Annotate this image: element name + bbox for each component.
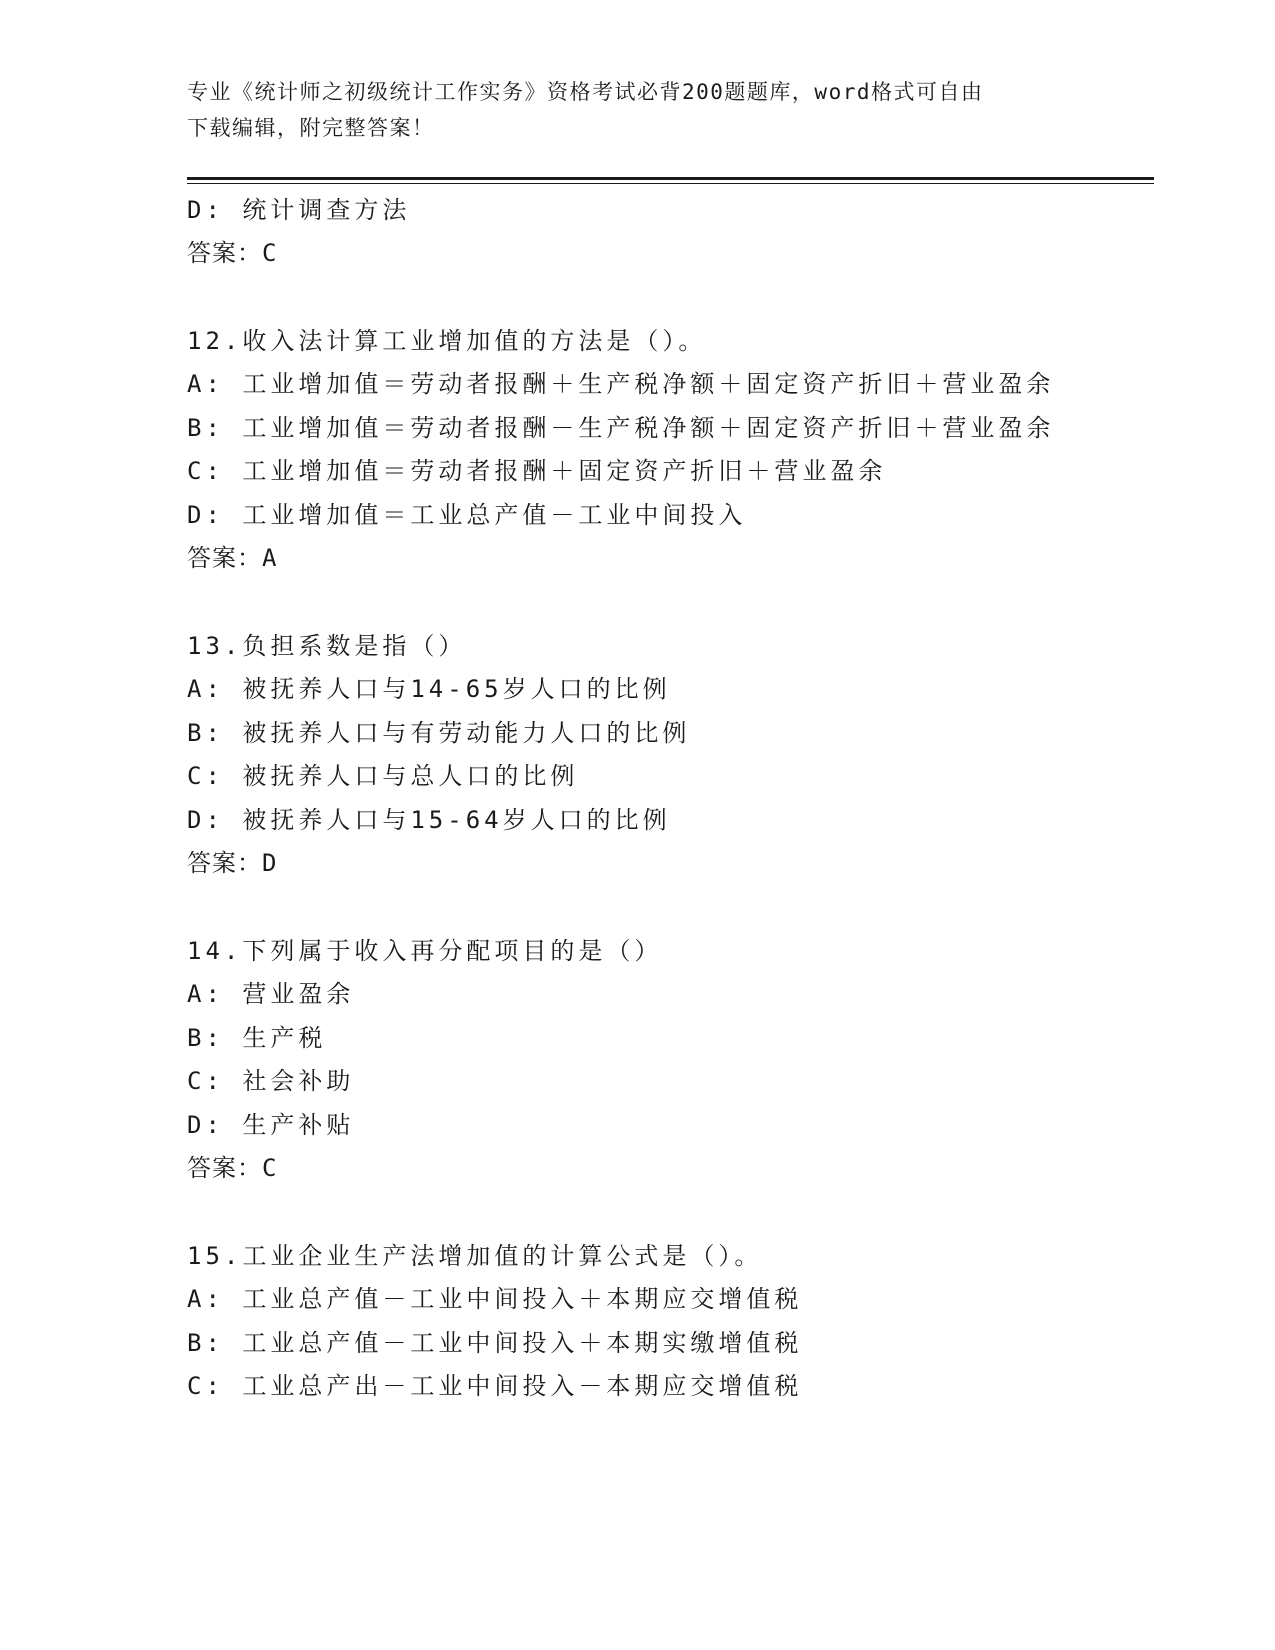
question-stem: 15.工业企业生产法增加值的计算公式是（）。: [187, 1242, 763, 1270]
option-a: A: 被抚养人口与14-65岁人口的比例: [187, 675, 671, 703]
option-c: C: 社会补助: [187, 1067, 355, 1095]
header-line-1: 专业《统计师之初级统计工作实务》资格考试必背200题题库，word格式可自由: [187, 80, 984, 104]
option-c: C: 被抚养人口与总人口的比例: [187, 762, 579, 790]
answer: 答案：D: [187, 849, 278, 877]
question-stem: 14.下列属于收入再分配项目的是（）: [187, 937, 663, 965]
answer: 答案：A: [187, 544, 278, 572]
option-b: B: 被抚养人口与有劳动能力人口的比例: [187, 719, 691, 747]
option-d: D: 生产补贴: [187, 1111, 355, 1139]
option-a: A: 营业盈余: [187, 980, 355, 1008]
option-d: D: 被抚养人口与15-64岁人口的比例: [187, 806, 671, 834]
option-a: A: 工业总产值－工业中间投入＋本期应交增值税: [187, 1285, 803, 1313]
prev-answer: 答案：C: [187, 239, 278, 267]
option-b: B: 生产税: [187, 1024, 327, 1052]
document-header: [187, 74, 1087, 146]
question-stem: 13.负担系数是指（）: [187, 632, 467, 660]
prev-option-d: D: 统计调查方法: [187, 196, 411, 224]
answer: 答案：C: [187, 1154, 278, 1182]
question-stem: 12.收入法计算工业增加值的方法是（）。: [187, 327, 707, 355]
option-b: B: 工业增加值＝劳动者报酬－生产税净额＋固定资产折旧＋营业盈余: [187, 414, 1055, 442]
option-b: B: 工业总产值－工业中间投入＋本期实缴增值税: [187, 1329, 803, 1357]
option-a: A: 工业增加值＝劳动者报酬＋生产税净额＋固定资产折旧＋营业盈余: [187, 370, 1055, 398]
option-d: D: 工业增加值＝工业总产值－工业中间投入: [187, 501, 747, 529]
header-divider-thin: [187, 183, 1154, 184]
option-c: C: 工业总产出－工业中间投入－本期应交增值税: [187, 1372, 803, 1400]
option-c: C: 工业增加值＝劳动者报酬＋固定资产折旧＋营业盈余: [187, 457, 887, 485]
header-divider-thick: [187, 177, 1154, 180]
header-line-2: 下载编辑，附完整答案！: [187, 116, 435, 140]
